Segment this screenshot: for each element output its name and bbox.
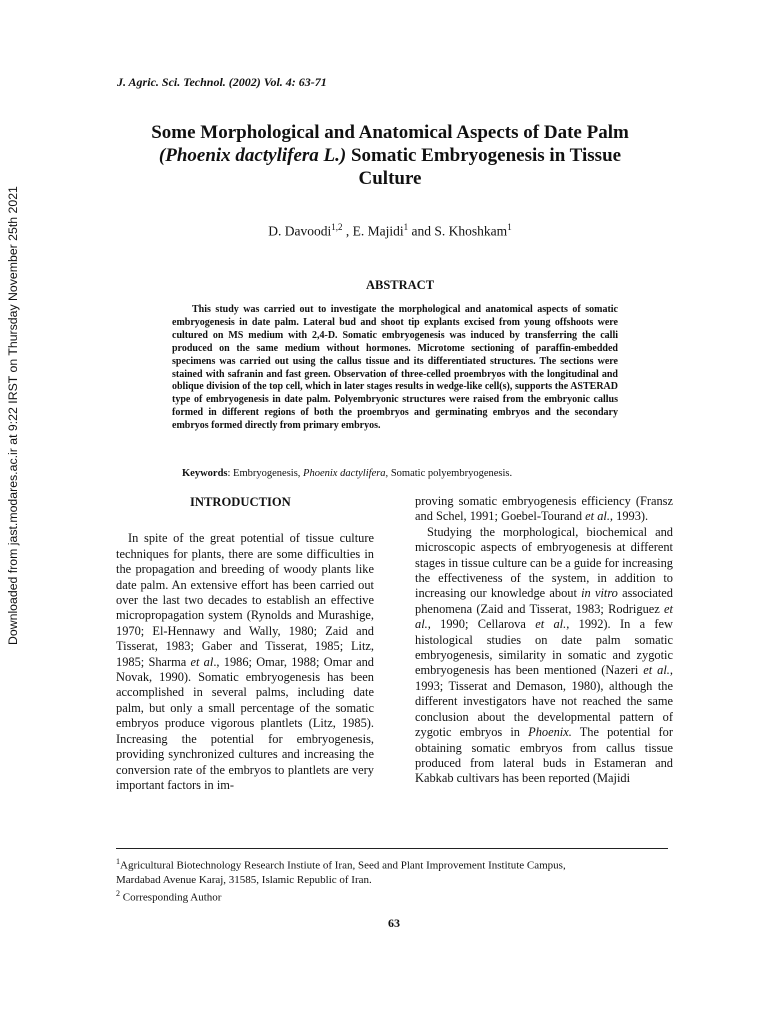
introduction-heading: INTRODUCTION bbox=[190, 495, 291, 509]
footnote-1-line-2: Mardabad Avenue Karaj, 31585, Islamic Republic of Iran. bbox=[116, 873, 372, 886]
abstract-text: This study was carried out to investigate the morphological and anatomical aspects of somatic embryogenesis in date palm. Lateral bud and shoot tip explants excised from young offshoots were cultured on MS medium with 2,4-D. Somatic embryogenesis was induced by transferring the calli produced on the same medium without hormones. Microtome sectioning of paraffin-embedded specimens was carried out using the callus tissue and its differentiated structures. The sections were stained with safranin and fast green. Observation of three-celled proembryos with the longitudinal and oblique division of the top cell, which in later stages results in wedge-like cell(s), supports the ASTERAD type of embryogenesis in date palm. Polyembryonic structures were raised from the embryonic callus formed in different regions of both the proembryos and germinating embryos and the secondary embryos formed directly from primary embryos. bbox=[172, 304, 618, 432]
footnote-divider bbox=[116, 848, 668, 849]
keywords-colon: : bbox=[227, 468, 234, 479]
right-p1-text: proving somatic embryogenesis efficiency (Fransz and Schel, 1991; Goebel-Tourand bbox=[415, 494, 673, 524]
footnote-1-mark: 1 bbox=[116, 857, 120, 866]
right-p1-etal: et al., bbox=[585, 509, 614, 524]
right-p2-f: The potential for obtaining somatic embryos from callus tissue produced from lateral buds in Estameran and Kabkab cultivars has been reported (Majidi bbox=[415, 725, 674, 786]
keywords-label: Keywords bbox=[182, 468, 228, 479]
author-list bbox=[100, 222, 680, 240]
title-line-3: Culture bbox=[358, 168, 422, 189]
footnote-2 bbox=[116, 887, 676, 905]
footnotes bbox=[116, 855, 676, 904]
download-watermark: Downloaded from jast.modares.ac.ir at 9:22 IRST on Thursday November 25th 2021 bbox=[6, 186, 20, 645]
author-1-affil: 1,2 bbox=[331, 222, 343, 232]
keyword-2: Phoenix dactylifera, bbox=[303, 468, 389, 479]
intro-p1-etal: et al bbox=[190, 654, 214, 669]
author-sep-2: and bbox=[408, 223, 435, 239]
right-p2-etal-2: et al., bbox=[535, 617, 570, 632]
left-column bbox=[116, 495, 374, 793]
footnote-1-line-1: Agricultural Biotechnology Research Instiute of Iran, Seed and Plant Improvement Institute Campus, bbox=[120, 859, 566, 872]
author-1: D. Davoodi bbox=[268, 223, 332, 239]
right-p2-etal-1: et al., bbox=[415, 601, 673, 632]
footnote-2-mark: 2 bbox=[116, 888, 120, 898]
intro-p1-text-cont: ., 1986; Omar, 1988; Omar and Novak, 1990). Somatic embryogenesis has been accomplished in several palms, including date palm, but only a small percentage of the somatic embryos produce vigorous plantlets (Litz, 1985). Increasing the potential for embryogenesis, providing synchronized cultures and increasing the conversion rate of the embryos to plantlets are very important factors in im- bbox=[116, 654, 374, 792]
page-number: 63 bbox=[388, 916, 400, 930]
right-p2-phoenix: Phoenix. bbox=[528, 725, 572, 740]
author-2: E. Majidi bbox=[352, 223, 404, 239]
right-p2-e: 1993; Tisserat and Demason, 1980), although the different investigators have not reached the same conclusion about the developmental pattern of zygotic embryos in bbox=[415, 678, 673, 740]
footnote-1 bbox=[116, 855, 676, 873]
intro-paragraph-2 bbox=[415, 525, 673, 787]
footnote-2-text: Corresponding Author bbox=[120, 891, 222, 904]
right-p1-text-cont: 1993). bbox=[613, 509, 649, 524]
title-line-2-rest: Somatic Embryogenesis in Tissue bbox=[346, 145, 622, 166]
right-p2-d: 1992). In a few histological studies on date palm somatic embryogenesis, similarity in somatic and zygotic embryogenesis has been mentioned (Nazeri bbox=[415, 617, 674, 678]
intro-p1-text: In spite of the great potential of tissue culture techniques for plants, there are some difficulties in the propagation and breeding of woody plants like date palm. An extensive effort has been carried out over the last two decades to establish an effective micropropagation system (Rynolds and Murashige, 1970; El-Hennawy and Wally, 1980; Zaid and Tisserat, 1983; Gaber and Tisserat, 1985; Litz, 1985; Sharma bbox=[116, 531, 374, 669]
right-p2-invitro: in vitro bbox=[581, 586, 618, 601]
author-2-affil: 1 bbox=[403, 222, 409, 232]
intro-paragraph-1-cont bbox=[415, 494, 673, 525]
title-line-2 bbox=[100, 144, 680, 167]
intro-paragraph-1 bbox=[116, 531, 374, 793]
author-3-affil: 1 bbox=[507, 222, 512, 232]
right-p2-b: associated phenomena (Zaid and Tisserat, 1983; Rodriguez bbox=[415, 586, 673, 616]
right-p2-etal-3: et al., bbox=[643, 663, 673, 678]
journal-citation: J. Agric. Sci. Technol. (2002) Vol. 4: 63-71 bbox=[117, 75, 327, 89]
keyword-1: Embryogenesis, bbox=[233, 468, 304, 479]
right-p2-c: 1990; Cellarova bbox=[430, 617, 536, 632]
species-name: (Phoenix dactylifera L.) bbox=[158, 145, 347, 166]
keywords bbox=[182, 468, 512, 479]
right-p2-a: Studying the morphological, biochemical and microscopic aspects of embryogenesis at different stages in tissue culture can be a guide for increasing the effectiveness of the system, in addition to increasing our knowledge about bbox=[415, 524, 673, 601]
keyword-3: Somatic polyembryogenesis. bbox=[388, 468, 513, 479]
author-sep-1: , bbox=[342, 223, 353, 239]
right-column bbox=[415, 494, 673, 787]
abstract-heading: ABSTRACT bbox=[365, 278, 435, 292]
author-3: S. Khoshkam bbox=[434, 223, 508, 239]
title-line-1: Some Morphological and Anatomical Aspects of Date Palm bbox=[151, 122, 629, 143]
